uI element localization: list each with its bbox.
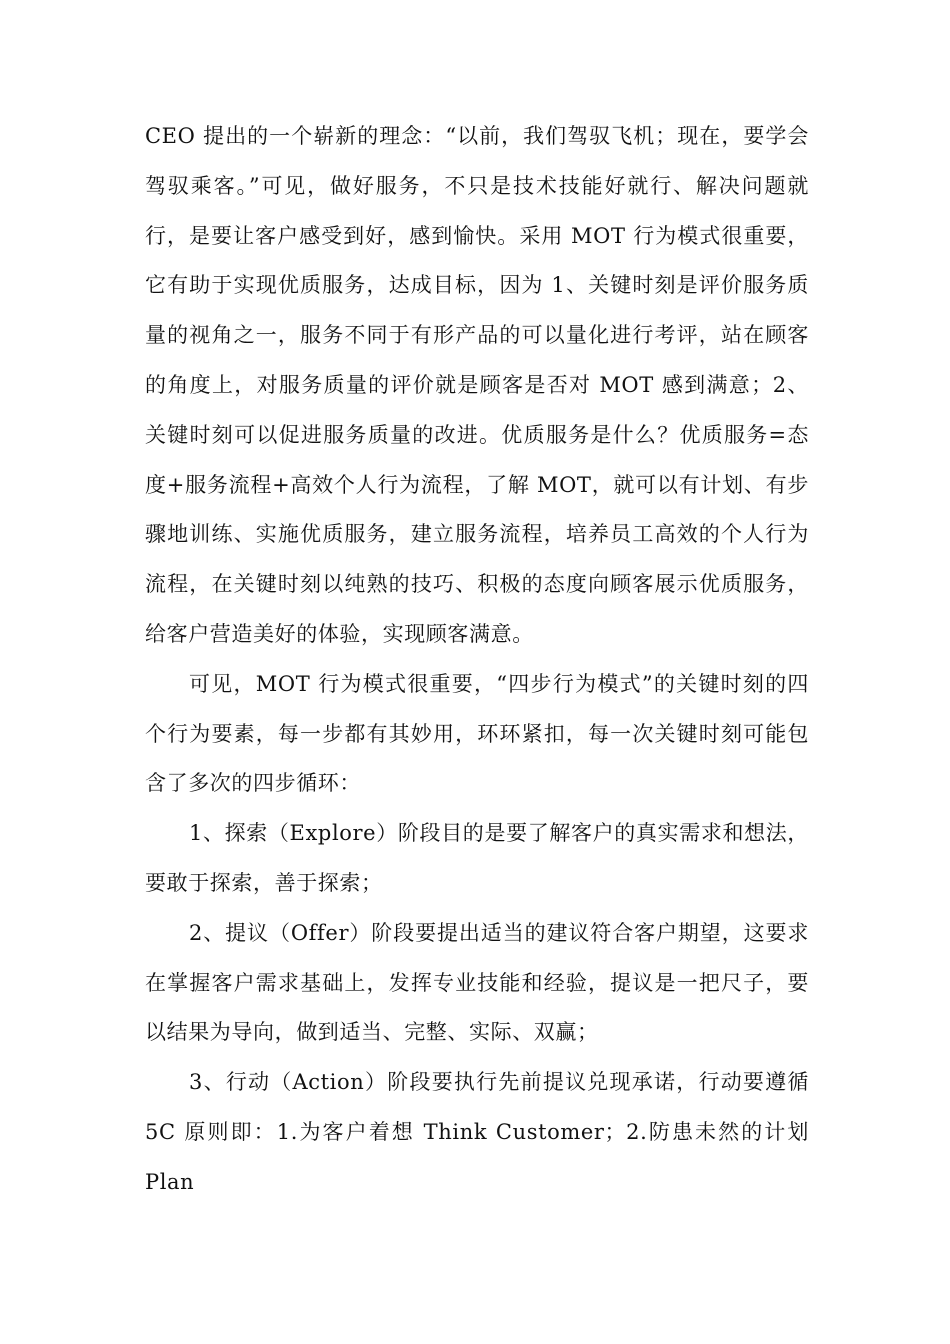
document-body <box>145 112 809 1208</box>
paragraph-step-explore: 1、探索（Explore）阶段目的是要了解客户的真实需求和想法，要敢于探索，善于探索； <box>145 821 809 895</box>
paragraph-mot-importance: CEO 提出的一个崭新的理念：“以前，我们驾驭飞机；现在，要学会驾驭乘客。”可见，做好服务，不只是技术技能好就行、解决问题就行，是要让客户感受到好，感到愉快。采用 MOT 行为模式很重要，它有助于实现优质服务，达成目标，因为 1、关键时刻是评价服务质量的视角之一，服务不同于有形产品的可以量化进行考评，站在顾客的角度上，对服务质量的评价就是顾客是否对 MOT 感到满意；2、关键时刻可以促进服务质量的改进。优质服务是什么？优质服务=态度+服务流程+高效个人行为流程，了解 MOT，就可以有计划、有步骤地训练、实施优质服务，建立服务流程，培养员工高效的个人行为流程，在关键时刻以纯熟的技巧、积极的态度向顾客展示优质服务，给客户营造美好的体验，实现顾客满意。 <box>145 124 809 646</box>
paragraph-four-step-model: 可见，MOT 行为模式很重要，“四步行为模式”的关键时刻的四个行为要素，每一步都有其妙用，环环紧扣，每一次关键时刻可能包含了多次的四步循环： <box>145 671 809 796</box>
paragraph-step-offer: 2、提议（Offer）阶段要提出适当的建议符合客户期望，这要求在掌握客户需求基础上，发挥专业技能和经验，提议是一把尺子，要以结果为导向，做到适当、完整、实际、双赢； <box>145 920 809 1045</box>
paragraph-step-action: 3、行动（Action）阶段要执行先前提议兑现承诺，行动要遵循 5C 原则即：1.为客户着想 Think Customer；2.防患未然的计划 Plan <box>145 1070 809 1194</box>
